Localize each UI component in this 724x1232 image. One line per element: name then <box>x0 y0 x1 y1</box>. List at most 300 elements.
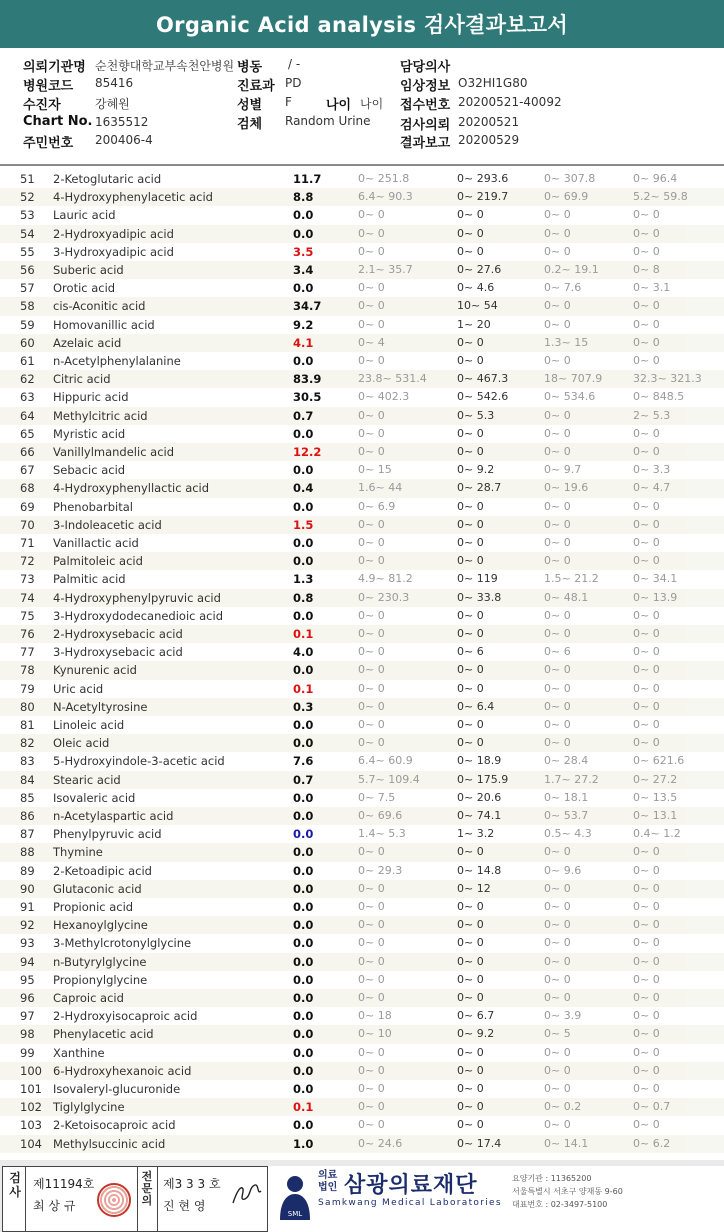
analyte-name: Palmitoleic acid <box>53 554 143 569</box>
reference-range-1: 0~ 0 <box>358 736 385 750</box>
sex-label: 성별 <box>237 98 263 113</box>
reference-range-3: 0~ 28.4 <box>544 754 589 768</box>
reference-range-2: 0~ 0 <box>457 718 484 731</box>
reference-range-3: 0~ 0 <box>544 499 571 513</box>
reference-range-4: 0~ 0 <box>633 299 660 313</box>
reference-range-2: 0~ 0 <box>457 517 484 531</box>
ward-label: 병동 <box>237 60 263 75</box>
reference-range-2: 0~ 5.3 <box>457 408 495 422</box>
reference-range-1: 0~ 0 <box>358 1100 385 1114</box>
reference-range-3: 0~ 0 <box>544 226 571 240</box>
result-value: 0.1 <box>293 1100 314 1115</box>
reference-range-4: 0~ 3.1 <box>633 281 671 295</box>
row-number: 95 <box>20 972 35 987</box>
report-label: 결과보고 <box>400 136 451 151</box>
result-value: 0.7 <box>293 772 314 787</box>
reference-range-2: 0~ 0 <box>457 627 484 640</box>
org-contact <box>512 1172 623 1211</box>
reference-range-4: 0~ 0 <box>633 317 660 331</box>
reference-range-1: 0~ 7.5 <box>358 790 396 804</box>
row-number: 53 <box>20 208 35 223</box>
result-value: 0.0 <box>293 536 314 550</box>
reference-range-2: 0~ 18.9 <box>457 754 502 768</box>
reference-range-3: 0~ 0 <box>544 1118 571 1132</box>
reference-range-4: 0~ 0.7 <box>633 1100 671 1114</box>
table-row <box>0 680 724 698</box>
reference-range-1: 0~ 0 <box>358 354 385 367</box>
analyte-name: 4-Hydroxyphenyllactic acid <box>53 481 210 496</box>
header-divider <box>0 164 724 166</box>
reference-range-3: 0~ 534.6 <box>544 390 596 404</box>
reference-range-1: 0~ 6.9 <box>358 499 396 513</box>
table-row <box>0 1062 724 1080</box>
result-value: 3.4 <box>293 263 314 277</box>
patient-label: 수진자 <box>23 98 61 113</box>
reference-range-1: 6.4~ 60.9 <box>358 754 413 768</box>
row-number: 86 <box>20 809 35 823</box>
signature-box <box>2 1166 268 1232</box>
reference-range-3: 0~ 0 <box>544 1063 571 1077</box>
result-value: 0.0 <box>293 1082 314 1096</box>
reference-range-4: 0~ 0 <box>633 517 660 531</box>
reference-range-3: 0~ 0 <box>544 681 571 695</box>
reference-range-2: 0~ 0 <box>457 445 484 458</box>
reference-range-1: 0~ 0 <box>358 517 385 531</box>
reference-range-4: 0~ 27.2 <box>633 772 678 786</box>
reference-range-3: 0~ 0 <box>544 1082 571 1095</box>
table-row <box>0 443 724 461</box>
reference-range-1: 2.1~ 35.7 <box>358 263 413 276</box>
analyte-name: 2-Ketoglutaric acid <box>53 172 162 186</box>
row-number: 61 <box>20 354 35 368</box>
reference-range-4: 0~ 96.4 <box>633 172 678 185</box>
reference-range-1: 0~ 15 <box>358 463 392 477</box>
result-value: 0.0 <box>293 954 314 969</box>
specialist-number: 제3 3 3 호 <box>163 1177 221 1191</box>
result-value: 34.7 <box>293 299 322 314</box>
result-value: 0.0 <box>293 936 314 951</box>
reference-range-4: 32.3~ 321.3 <box>633 372 702 386</box>
analyte-name: Methylcitric acid <box>53 408 148 423</box>
reference-range-1: 0~ 0 <box>358 681 385 695</box>
result-value: 4.1 <box>293 335 314 350</box>
reference-range-2: 0~ 74.1 <box>457 809 502 822</box>
table-row <box>0 916 724 934</box>
result-value: 8.8 <box>293 190 314 205</box>
row-number: 57 <box>20 281 35 296</box>
reference-range-3: 0~ 0 <box>544 991 571 1004</box>
table-row <box>0 1098 724 1116</box>
reference-range-4: 0~ 0 <box>633 1045 660 1059</box>
reference-range-4: 0~ 0 <box>633 627 660 640</box>
result-value: 0.0 <box>293 790 314 805</box>
analyte-name: Suberic acid <box>53 263 124 277</box>
report-title: Organic Acid analysis 검사결과보고서 <box>0 0 724 48</box>
table-row <box>0 279 724 297</box>
reference-range-1: 0~ 0 <box>358 936 385 950</box>
row-number: 85 <box>20 790 35 805</box>
analyte-name: Palmitic acid <box>53 572 126 587</box>
reference-range-3: 0~ 0 <box>544 954 571 968</box>
request-label: 검사의뢰 <box>400 118 451 133</box>
result-value: 0.0 <box>293 1045 314 1060</box>
reference-range-1: 0~ 0 <box>358 244 385 258</box>
analyte-name: Vanillactic acid <box>53 536 139 550</box>
reference-range-3: 0~ 18.1 <box>544 790 589 804</box>
specimen-value: Random Urine <box>285 114 371 128</box>
reference-range-3: 0.5~ 4.3 <box>544 827 592 841</box>
receipt-label: 접수번호 <box>400 98 451 113</box>
analyte-name: Methylsuccinic acid <box>53 1136 166 1151</box>
table-row <box>0 570 724 588</box>
reference-range-3: 0~ 0 <box>544 900 571 913</box>
reference-range-2: 0~ 0 <box>457 499 484 513</box>
table-row <box>0 625 724 643</box>
tester-name: 최 상 규 <box>33 1199 76 1213</box>
analyte-name: Tiglylglycine <box>53 1100 125 1115</box>
reference-range-2: 0~ 0 <box>457 1082 484 1095</box>
svg-text:SML: SML <box>287 1210 303 1218</box>
reference-range-2: 0~ 0 <box>457 663 484 677</box>
row-number: 64 <box>20 408 35 423</box>
reference-range-2: 0~ 0 <box>457 426 484 440</box>
analyte-name: Vanillylmandelic acid <box>53 445 175 459</box>
table-row <box>0 170 724 188</box>
reference-range-4: 0~ 0 <box>633 1027 660 1041</box>
reference-range-3: 0~ 0 <box>544 1045 571 1059</box>
row-number: 91 <box>20 900 35 914</box>
row-number: 99 <box>20 1045 35 1060</box>
table-row <box>0 589 724 607</box>
reference-range-2: 0~ 219.7 <box>457 190 509 204</box>
specimen-label: 검체 <box>237 117 263 132</box>
row-number: 101 <box>20 1082 42 1096</box>
reference-range-1: 0~ 18 <box>358 1009 392 1023</box>
reference-range-2: 0~ 0 <box>457 954 484 968</box>
org-english-name: Samkwang Medical Laboratories <box>318 1198 502 1208</box>
reference-range-4: 0~ 13.9 <box>633 590 678 604</box>
reference-range-4: 0~ 0 <box>633 845 660 859</box>
reference-range-4: 0~ 0 <box>633 900 660 913</box>
reference-range-4: 0~ 0 <box>633 1082 660 1095</box>
analyte-name: Thymine <box>53 845 103 860</box>
reference-range-2: 0~ 0 <box>457 335 484 349</box>
row-number: 89 <box>20 863 35 878</box>
row-number: 70 <box>20 517 35 532</box>
reference-range-4: 0~ 0 <box>633 699 660 713</box>
analyte-name: Orotic acid <box>53 281 116 296</box>
result-value: 4.0 <box>293 645 314 660</box>
analyte-name: 4-Hydroxyphenylpyruvic acid <box>53 590 221 605</box>
analyte-name: n-Acetylphenylalanine <box>53 354 181 368</box>
analyte-name: Phenylacetic acid <box>53 1027 154 1042</box>
reference-range-1: 0~ 0 <box>358 645 385 659</box>
reference-range-3: 0~ 0 <box>544 445 571 458</box>
reference-range-2: 0~ 0 <box>457 554 484 568</box>
row-number: 82 <box>20 736 35 751</box>
table-row <box>0 716 724 734</box>
result-value: 0.1 <box>293 627 314 641</box>
row-number: 78 <box>20 663 35 678</box>
reference-range-4: 0~ 13.5 <box>633 790 678 804</box>
reference-range-1: 0~ 0 <box>358 881 385 895</box>
row-number: 71 <box>20 536 35 550</box>
result-value: 0.0 <box>293 1118 314 1133</box>
patient-value: 강혜원 <box>95 97 130 111</box>
result-value: 0.0 <box>293 1063 314 1078</box>
institution-label: 의뢰기관명 <box>23 60 86 75</box>
analyte-name: Azelaic acid <box>53 335 122 350</box>
reference-range-1: 0~ 4 <box>358 335 385 349</box>
analyte-name: Myristic acid <box>53 426 126 441</box>
reference-range-2: 0~ 0 <box>457 845 484 859</box>
reference-range-2: 0~ 6.4 <box>457 699 495 713</box>
reference-range-3: 0~ 0 <box>544 517 571 531</box>
reference-range-2: 0~ 0 <box>457 244 484 258</box>
analyte-name: 4-Hydroxyphenylacetic acid <box>53 190 213 205</box>
result-value: 0.0 <box>293 918 314 933</box>
rrn-label: 주민번호 <box>23 136 74 151</box>
reference-range-3: 0~ 7.6 <box>544 281 582 295</box>
table-row <box>0 934 724 952</box>
reference-range-1: 0~ 0 <box>358 317 385 331</box>
reference-range-3: 0~ 0 <box>544 663 571 677</box>
row-number: 104 <box>20 1136 42 1151</box>
row-number: 87 <box>20 827 35 842</box>
table-row <box>0 498 724 516</box>
table-row <box>0 825 724 843</box>
result-value: 0.0 <box>293 426 314 441</box>
analyte-name: Linoleic acid <box>53 718 125 732</box>
table-row <box>0 898 724 916</box>
care-code: 요양기관 : 11365200 <box>512 1174 592 1183</box>
reference-range-2: 0~ 0 <box>457 354 484 367</box>
dept-label: 진료과 <box>237 79 275 94</box>
reference-range-2: 0~ 14.8 <box>457 863 502 877</box>
result-value: 0.0 <box>293 208 314 223</box>
reference-range-1: 6.4~ 90.3 <box>358 190 413 204</box>
row-number: 58 <box>20 299 35 314</box>
analyte-name: Homovanillic acid <box>53 317 155 332</box>
row-number: 66 <box>20 445 35 459</box>
reference-range-1: 0~ 0 <box>358 900 385 913</box>
specialist-label: 전문의 <box>141 1170 153 1207</box>
reference-range-4: 0~ 13.1 <box>633 809 678 822</box>
reference-range-4: 0~ 0 <box>633 226 660 240</box>
table-row <box>0 1135 724 1153</box>
analyte-name: n-Butyrylglycine <box>53 954 147 969</box>
result-value: 0.0 <box>293 972 314 987</box>
reference-range-1: 0~ 0 <box>358 226 385 240</box>
reference-range-2: 10~ 54 <box>457 299 498 313</box>
analyte-name: n-Acetylaspartic acid <box>53 809 174 823</box>
row-number: 62 <box>20 372 35 387</box>
table-row <box>0 534 724 552</box>
clinical-value: O32HI1G80 <box>458 76 528 90</box>
result-value: 0.0 <box>293 863 314 878</box>
result-value: 1.3 <box>293 572 314 587</box>
result-value: 0.0 <box>293 1009 314 1024</box>
reference-range-3: 0~ 0 <box>544 627 571 640</box>
table-row <box>0 552 724 570</box>
analyte-name: Propionylglycine <box>53 972 148 987</box>
reference-range-1: 0~ 0 <box>358 718 385 731</box>
table-row <box>0 425 724 443</box>
table-row <box>0 1080 724 1098</box>
result-value: 1.5 <box>293 517 314 532</box>
table-row <box>0 261 724 279</box>
reference-range-3: 0~ 0 <box>544 936 571 950</box>
reference-range-1: 0~ 0 <box>358 426 385 440</box>
reference-range-2: 0~ 33.8 <box>457 590 502 604</box>
reference-range-4: 0~ 0 <box>633 608 660 622</box>
report-value: 20200529 <box>458 133 520 147</box>
reference-range-4: 0~ 8 <box>633 263 660 276</box>
table-row <box>0 479 724 497</box>
analyte-name: Oleic acid <box>53 736 110 751</box>
result-value: 0.0 <box>293 827 314 842</box>
reference-range-1: 0~ 0 <box>358 608 385 622</box>
reference-range-4: 0~ 0 <box>633 426 660 440</box>
reference-range-2: 0~ 12 <box>457 881 491 895</box>
rrn-value: 200406-4 <box>95 133 153 147</box>
result-value: 0.0 <box>293 463 314 478</box>
row-number: 94 <box>20 954 35 969</box>
result-value: 0.4 <box>293 481 314 496</box>
reference-range-3: 1.5~ 21.2 <box>544 572 599 586</box>
analyte-name: Sebacic acid <box>53 463 126 478</box>
reference-range-2: 0~ 542.6 <box>457 390 509 404</box>
reference-range-2: 0~ 9.2 <box>457 1027 495 1041</box>
row-number: 93 <box>20 936 35 951</box>
result-value: 0.0 <box>293 736 314 751</box>
reference-range-4: 0~ 0 <box>633 936 660 950</box>
table-row <box>0 1025 724 1043</box>
analyte-name: N-Acetyltyrosine <box>53 699 148 714</box>
official-seal-icon <box>97 1183 131 1217</box>
reference-range-3: 0.2~ 19.1 <box>544 263 599 276</box>
table-row <box>0 698 724 716</box>
reference-range-3: 0~ 0 <box>544 736 571 750</box>
organization-logo-area <box>268 1166 724 1232</box>
result-value: 0.0 <box>293 881 314 896</box>
ward-value: / - <box>288 57 301 71</box>
result-value: 0.0 <box>293 663 314 678</box>
table-row <box>0 643 724 661</box>
reference-range-3: 0~ 0 <box>544 881 571 895</box>
reference-range-1: 0~ 0 <box>358 445 385 458</box>
test-label: 검사 <box>9 1171 21 1199</box>
reference-range-1: 23.8~ 531.4 <box>358 372 427 386</box>
row-number: 51 <box>20 172 35 186</box>
table-row <box>0 807 724 825</box>
institution-value: 순천향대학교부속천안병원 <box>95 59 235 73</box>
result-value: 83.9 <box>293 372 322 387</box>
reference-range-3: 0~ 19.6 <box>544 481 589 495</box>
reference-range-4: 5.2~ 59.8 <box>633 190 688 204</box>
row-number: 74 <box>20 590 35 605</box>
reference-range-2: 0~ 0 <box>457 736 484 750</box>
reference-range-1: 0~ 0 <box>358 408 385 422</box>
reference-range-3: 0~ 9.7 <box>544 463 582 477</box>
table-row <box>0 734 724 752</box>
row-number: 80 <box>20 699 35 714</box>
reference-range-4: 0~ 0 <box>633 536 660 549</box>
receipt-value: 20200521-40092 <box>458 95 562 109</box>
reference-range-1: 0~ 0 <box>358 299 385 313</box>
result-value: 0.0 <box>293 554 314 569</box>
reference-range-1: 0~ 0 <box>358 1082 385 1095</box>
table-row <box>0 880 724 898</box>
row-number: 97 <box>20 1009 35 1024</box>
reference-range-1: 0~ 24.6 <box>358 1136 403 1150</box>
row-number: 69 <box>20 499 35 514</box>
table-row <box>0 407 724 425</box>
reference-range-1: 0~ 29.3 <box>358 863 403 877</box>
reference-range-3: 0~ 0 <box>544 972 571 986</box>
analyte-name: Propionic acid <box>53 900 134 914</box>
reference-range-1: 0~ 0 <box>358 281 385 295</box>
reference-range-3: 0~ 0 <box>544 718 571 731</box>
reference-range-4: 0~ 0 <box>633 335 660 349</box>
reference-range-4: 0.4~ 1.2 <box>633 827 681 841</box>
reference-range-4: 0~ 0 <box>633 663 660 677</box>
reference-range-2: 0~ 467.3 <box>457 372 509 386</box>
table-row <box>0 752 724 770</box>
reference-range-3: 0~ 0 <box>544 208 571 222</box>
analyte-name: Phenobarbital <box>53 499 133 514</box>
chart-value: 1635512 <box>95 115 149 129</box>
row-number: 73 <box>20 572 35 587</box>
analyte-name: Hippuric acid <box>53 390 129 405</box>
reference-range-4: 0~ 0 <box>633 208 660 222</box>
row-number: 84 <box>20 772 35 787</box>
analyte-name: 6-Hydroxyhexanoic acid <box>53 1063 192 1078</box>
reference-range-1: 0~ 0 <box>358 208 385 222</box>
analyte-name: 2-Hydroxyisocaproic acid <box>53 1009 198 1024</box>
table-row <box>0 370 724 388</box>
reference-range-2: 0~ 28.7 <box>457 481 502 495</box>
analyte-name: Citric acid <box>53 372 111 387</box>
reference-range-2: 0~ 175.9 <box>457 772 509 786</box>
reference-range-1: 0~ 0 <box>358 845 385 859</box>
reference-range-3: 0~ 0 <box>544 608 571 622</box>
table-row <box>0 1007 724 1025</box>
clinical-label: 임상정보 <box>400 79 451 94</box>
age-value: 나이 <box>360 97 384 111</box>
reference-range-3: 0~ 0.2 <box>544 1100 582 1114</box>
reference-range-2: 0~ 0 <box>457 972 484 986</box>
reference-range-2: 0~ 0 <box>457 608 484 622</box>
analyte-name: Lauric acid <box>53 208 116 223</box>
analyte-name: Hexanoylglycine <box>53 918 148 933</box>
reference-range-2: 0~ 6 <box>457 645 484 659</box>
reference-range-2: 0~ 27.6 <box>457 263 502 276</box>
reference-range-4: 0~ 0 <box>633 718 660 731</box>
reference-range-1: 0~ 230.3 <box>358 590 410 604</box>
reference-range-3: 0~ 0 <box>544 918 571 932</box>
table-row <box>0 1116 724 1134</box>
org-type: 의료 법인 <box>318 1170 338 1193</box>
reference-range-4: 0~ 0 <box>633 354 660 367</box>
reference-range-3: 0~ 5 <box>544 1027 571 1041</box>
reference-range-4: 0~ 34.1 <box>633 572 678 586</box>
sex-value: F <box>285 95 292 109</box>
reference-range-4: 2~ 5.3 <box>633 408 671 422</box>
table-row <box>0 334 724 352</box>
result-value: 0.0 <box>293 499 314 514</box>
age-label: 나이 <box>326 98 352 113</box>
